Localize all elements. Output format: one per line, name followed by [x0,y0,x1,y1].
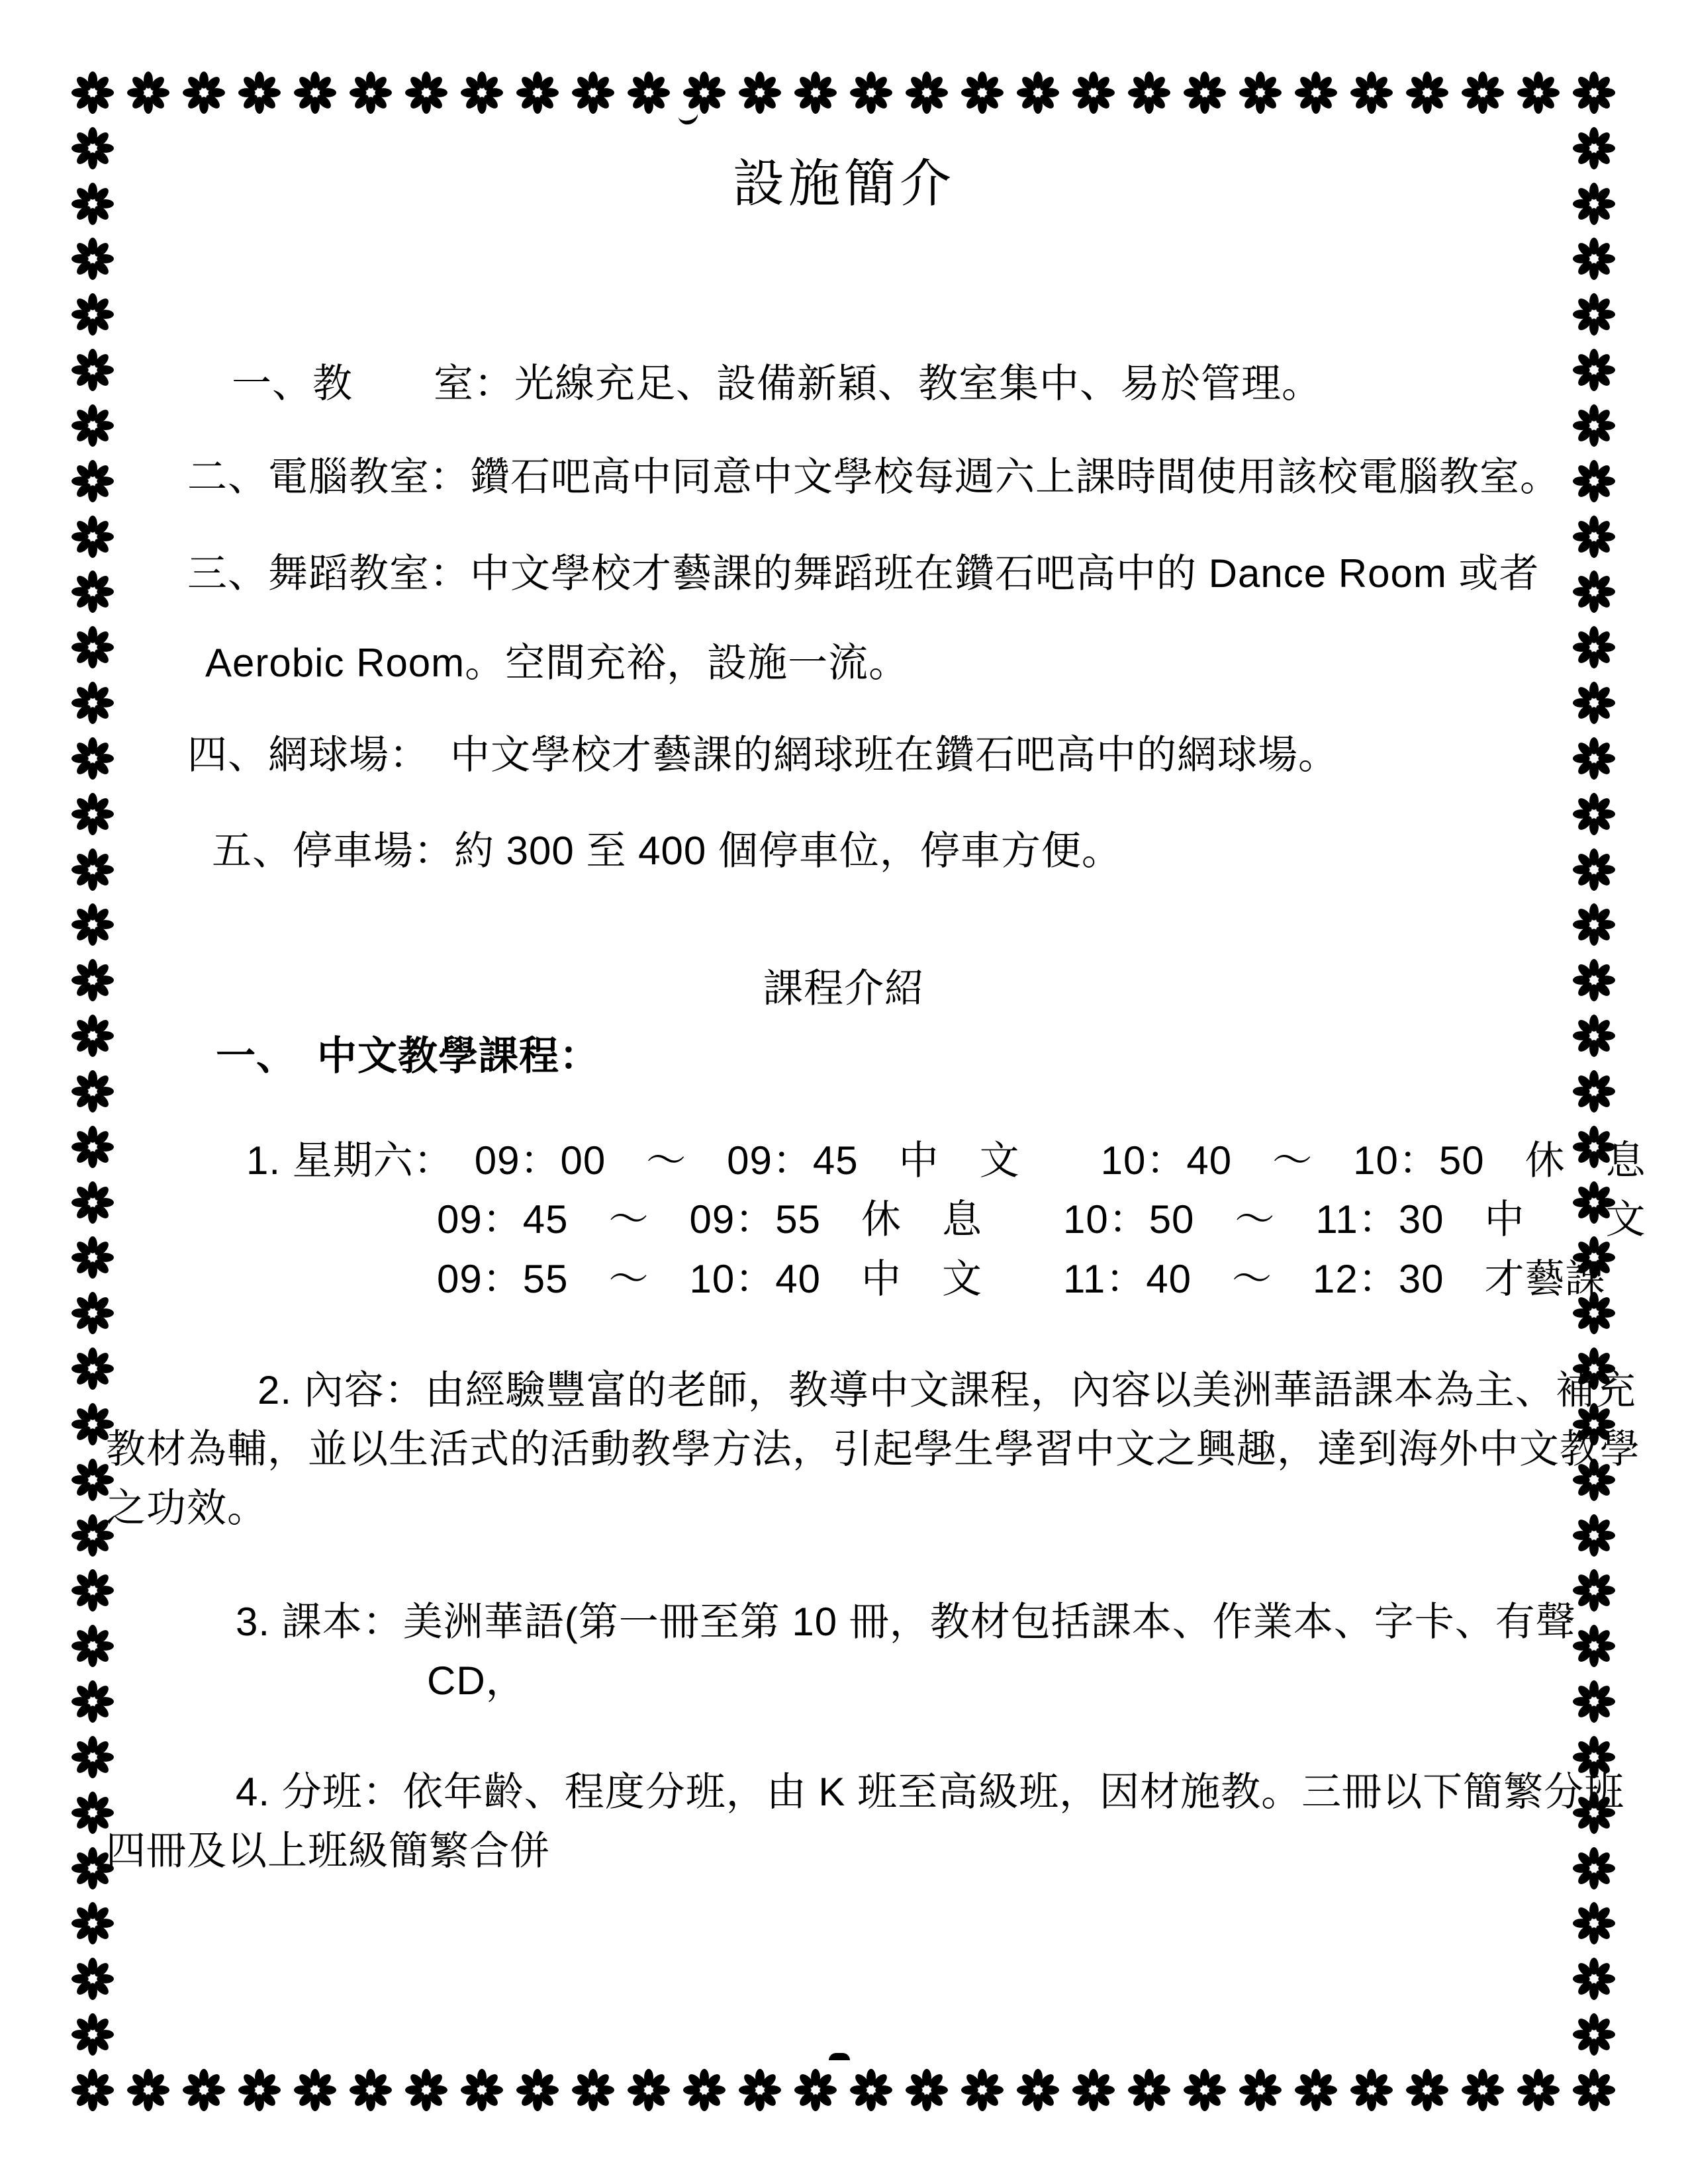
flower-icon [71,348,115,392]
flower-icon [1572,293,1616,336]
flower-icon [794,2068,837,2112]
flower-icon [794,71,837,114]
flower-icon [1572,348,1616,392]
border-top-row [71,71,1616,114]
flower-icon [126,71,170,114]
scan-artifact-mark [678,110,699,126]
flower-icon [1294,2068,1338,2112]
flower-icon [1572,1957,1616,2001]
flower-icon [1517,2068,1560,2112]
flower-icon [961,71,1004,114]
flower-icon [71,1291,115,1335]
page-title: 設施簡介 [732,154,955,212]
flower-icon [182,2068,226,2112]
flower-icon [1239,71,1282,114]
flower-icon [71,570,115,614]
flower-icon [1572,459,1616,503]
flower-icon [1350,71,1393,114]
flower-icon [71,848,115,891]
flower-icon [1572,625,1616,669]
flower-icon [1405,2068,1449,2112]
flower-icon [71,737,115,780]
flower-icon [627,71,671,114]
course-content-line-3: 之功效。 [106,1486,267,1530]
flower-icon [516,71,559,114]
flower-icon [1572,1069,1616,1113]
flower-icon [1572,681,1616,725]
flower-icon [349,2068,393,2112]
flower-icon [1572,1680,1616,1723]
course-textbook-line-2: CD， [427,1659,526,1703]
flower-icon [961,2068,1004,2112]
flower-icon [71,681,115,725]
facility-item-dance-room-cont: Aerobic Room。空間充裕，設施一流。 [205,641,910,685]
course-textbook-line-1: 3. 課本：美洲華語(第一冊至第 10 冊，教材包括課本、作業本、字卡、有聲 [236,1600,1576,1644]
course-content-line-2: 教材為輔，並以生活式的活動教學方法，引起學生學習中文之興趣，達到海外中文教學 [106,1427,1640,1471]
flower-icon [182,71,226,114]
flower-icon [404,71,448,114]
flower-icon [71,1569,115,1612]
flower-icon [1572,737,1616,780]
flower-icon [1572,404,1616,447]
course-placement-line-1: 4. 分班：依年齡、程度分班，由 K 班至高級班，因材施教。三冊以下簡繁分班 [236,1770,1625,1814]
flower-icon [71,1125,115,1169]
flower-icon [682,2068,726,2112]
flower-icon [849,2068,893,2112]
flower-icon [1572,570,1616,614]
schedule-line-3: 09：55 ～ 10：40 中 文 11：40 ～ 12：30 才藝課 [437,1257,1606,1301]
schedule-line-2: 09：45 ～ 09：55 休 息 10：50 ～ 11：30 中 文 [437,1197,1646,1242]
flower-icon [1572,848,1616,891]
flower-icon [905,2068,949,2112]
flower-icon [1572,1624,1616,1668]
flower-icon [1572,792,1616,836]
flower-icon [71,1236,115,1279]
flower-icon [1127,2068,1171,2112]
flower-icon [1072,2068,1115,2112]
flower-icon [238,2068,281,2112]
flower-icon [71,1957,115,2001]
course-content-line-1: 2. 內容：由經驗豐富的老師，教導中文課程，內容以美洲華語課本為主、補充 [258,1368,1636,1412]
flower-icon [1572,1514,1616,1557]
flower-icon [71,1347,115,1390]
flower-icon [1572,2068,1616,2112]
flower-icon [571,2068,615,2112]
flower-icon [71,1735,115,1779]
flower-icon [71,792,115,836]
course-subheading-chinese: 一、 中文教學課程： [216,1034,600,1078]
flower-icon [1072,71,1115,114]
course-placement-line-2: 四冊及以上班級簡繁合併 [106,1829,550,1873]
flower-icon [1239,2068,1282,2112]
section-heading-courses: 課程介紹 [763,966,925,1011]
flower-icon [571,71,615,114]
border-bottom-row [71,2068,1616,2112]
border-left-column [71,71,115,2112]
flower-icon [1572,237,1616,281]
flower-icon [71,293,115,336]
flower-icon [1572,1569,1616,1612]
flower-icon [1572,903,1616,946]
flower-icon [1016,2068,1060,2112]
flower-icon [71,404,115,447]
flower-icon [293,2068,337,2112]
facility-item-parking-lot: 五、停車場：約 300 至 400 個停車位，停車方便。 [212,829,1122,873]
flower-icon [71,1624,115,1668]
flower-icon [404,2068,448,2112]
flower-icon [71,1181,115,1224]
flower-icon [71,1069,115,1113]
flower-icon [1572,1846,1616,1890]
flower-icon [516,2068,559,2112]
flower-icon [849,71,893,114]
flower-icon [71,1791,115,1835]
flower-icon [71,71,115,114]
flower-icon [293,71,337,114]
flower-icon [71,2068,115,2112]
flower-icon [627,2068,671,2112]
flower-icon [238,71,281,114]
flower-icon [1572,2013,1616,2056]
flower-icon [71,2013,115,2056]
facility-item-computer-room: 二、電腦教室：鑽石吧高中同意中文學校每週六上課時間使用該校電腦教室。 [187,455,1560,499]
facility-item-dance-room: 三、舞蹈教室：中文學校才藝課的舞蹈班在鑽石吧高中的 Dance Room 或者 [187,551,1540,596]
flower-icon [682,71,726,114]
flower-icon [1294,71,1338,114]
flower-icon [1183,2068,1227,2112]
flower-icon [71,625,115,669]
flower-icon [460,71,504,114]
flower-icon [126,2068,170,2112]
flower-icon [1183,71,1227,114]
flower-icon [460,2068,504,2112]
flower-icon [349,71,393,114]
facility-item-classroom: 一、教 室：光線充足、設備新穎、教室集中、易於管理。 [232,361,1322,406]
flower-icon [1461,2068,1505,2112]
flower-icon [1572,1014,1616,1058]
flower-icon [71,903,115,946]
scan-artifact-mark [829,2053,850,2060]
flower-icon [738,71,782,114]
flower-icon [1016,71,1060,114]
flower-icon [1350,2068,1393,2112]
flower-icon [1572,71,1616,114]
flower-icon [71,1901,115,1945]
flower-icon [1405,71,1449,114]
flower-icon [71,515,115,559]
flower-icon [71,1014,115,1058]
flower-icon [1461,71,1505,114]
flower-icon [71,459,115,503]
flower-icon [1517,71,1560,114]
flower-icon [71,1680,115,1723]
flower-icon [905,71,949,114]
flower-icon [1572,1901,1616,1945]
flower-icon [1572,515,1616,559]
schedule-line-1: 1. 星期六： 09：00 ～ 09：45 中 文 10：40 ～ 10：50 休 息 [246,1138,1646,1183]
flower-icon [738,2068,782,2112]
flower-icon [1127,71,1171,114]
facility-item-tennis-court: 四、網球場： 中文學校才藝課的網球班在鑽石吧高中的網球場。 [187,733,1338,777]
flower-icon [71,237,115,281]
